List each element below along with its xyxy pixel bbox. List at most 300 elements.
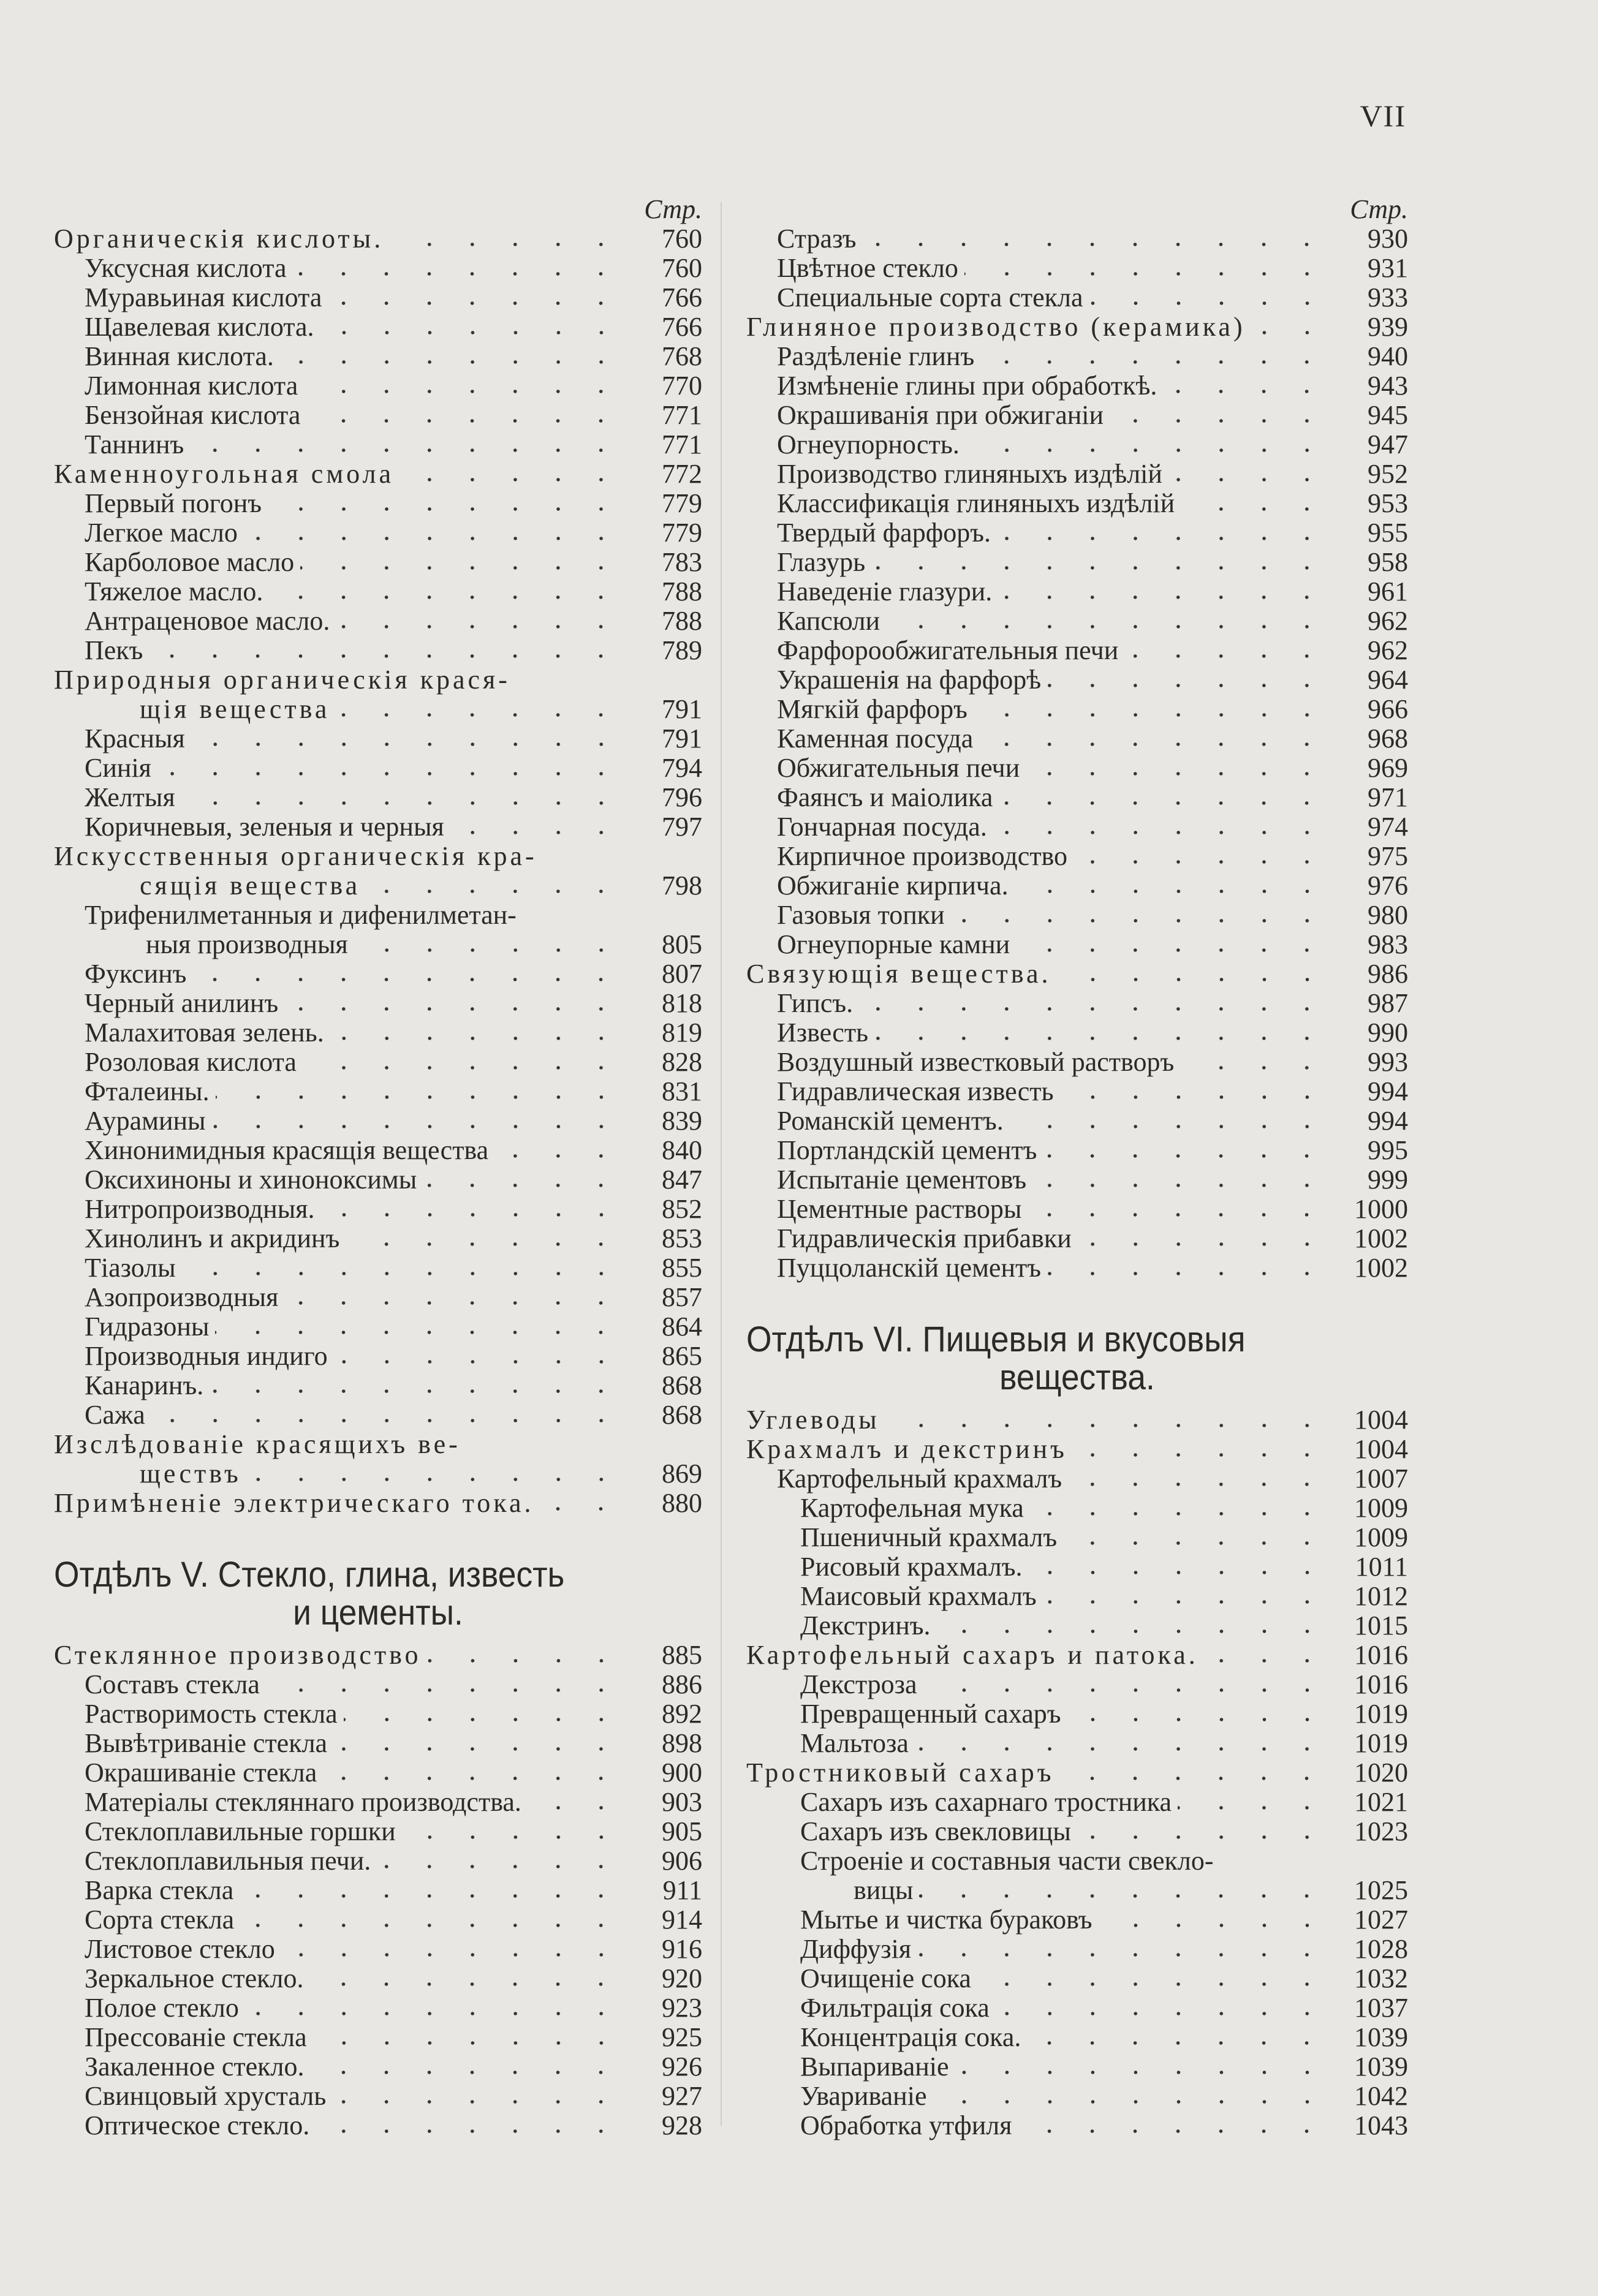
toc-entry-title: Мягкій фарфоръ	[777, 695, 968, 724]
dot-leader	[306, 418, 623, 424]
toc-entry-title: Сорта стекла	[85, 1905, 235, 1935]
toc-entry-page: 1043	[1354, 2110, 1408, 2140]
dot-leader	[1030, 1511, 1328, 1517]
dot-leader	[303, 1065, 623, 1071]
toc-entry-page: 928	[662, 2110, 702, 2140]
toc-entry-title: Синія	[85, 753, 151, 783]
toc-entry-page: 990	[1368, 1018, 1408, 1048]
toc-entry-page: 975	[1368, 841, 1408, 871]
toc-entry	[54, 959, 702, 989]
toc-entry-title: Концентрація сока.	[800, 2023, 1021, 2052]
toc-entry-page: 788	[662, 576, 702, 606]
dot-leader	[212, 1123, 623, 1130]
dot-leader	[1027, 2040, 1328, 2046]
toc-entry-title: Очищеніе сока	[800, 1964, 971, 1993]
toc-entry	[54, 548, 702, 577]
toc-entry-page: 796	[662, 782, 702, 812]
toc-entry-page: 819	[662, 1018, 702, 1048]
toc-entry	[54, 1729, 702, 1758]
toc-entry-page: 961	[1368, 576, 1408, 606]
toc-entry-page: 807	[662, 959, 702, 989]
toc-entry	[54, 1430, 702, 1459]
dot-leader	[494, 1153, 623, 1159]
section-heading-line1: Отдѣлъ VI. Пищевыя и вкусовыя	[746, 1320, 1246, 1359]
toc-entry-page: 794	[662, 753, 702, 783]
dot-leader	[182, 1271, 623, 1277]
toc-entry-title: Сажа	[85, 1400, 145, 1430]
toc-entry	[746, 371, 1408, 401]
dot-leader	[328, 300, 623, 306]
dot-leader	[248, 1476, 623, 1482]
toc-entry	[746, 401, 1408, 430]
toc-entry-page: 1002	[1354, 1223, 1408, 1253]
toc-entry-title: Гидравлическая известь	[777, 1077, 1054, 1106]
toc-entry	[54, 577, 702, 606]
toc-entry	[746, 753, 1408, 783]
dot-leader	[966, 447, 1328, 453]
toc-entry-title: Тіазолы	[85, 1253, 176, 1283]
toc-entry-page: 766	[662, 282, 702, 312]
toc-entry-page: 1007	[1354, 1463, 1408, 1494]
toc-entry-page: 926	[662, 2052, 702, 2082]
dot-leader	[304, 388, 623, 395]
toc-entry-title: Вывѣтриваніе стекла	[85, 1729, 328, 1758]
dot-leader	[1060, 1094, 1328, 1100]
toc-entry-page: 1002	[1354, 1253, 1408, 1283]
dot-leader	[245, 2011, 623, 2017]
toc-entry	[746, 1788, 1408, 1817]
page-number: VII	[1360, 99, 1406, 133]
toc-entry-page: 993	[1368, 1047, 1408, 1077]
dot-leader	[300, 565, 623, 571]
dot-leader	[346, 1241, 623, 1247]
toc-entry	[54, 1400, 702, 1430]
dot-leader	[1028, 1212, 1328, 1218]
toc-entry	[746, 1106, 1408, 1136]
toc-entry	[54, 1905, 702, 1935]
toc-entry-title: Пуццоланскій цементъ	[777, 1253, 1041, 1283]
dot-leader	[316, 2128, 623, 2134]
toc-entry-title: Оптическое стекло.	[85, 2111, 310, 2140]
toc-entry-page: 880	[662, 1488, 702, 1518]
toc-entry-title: Щавелевая кислота.	[85, 312, 314, 342]
toc-entry-title: Раздѣленіе глинъ	[777, 342, 975, 371]
dot-leader	[1018, 2128, 1328, 2134]
toc-entry-page: 969	[1368, 753, 1408, 783]
dot-leader	[886, 624, 1328, 630]
toc-entry-page: 864	[662, 1312, 702, 1342]
dot-leader	[1074, 1452, 1328, 1458]
toc-entry-page: 999	[1368, 1165, 1408, 1195]
toc-entry	[746, 1935, 1408, 1964]
dot-leader	[1010, 1123, 1328, 1130]
toc-entry-page: 1000	[1354, 1194, 1408, 1224]
toc-entry-page: 931	[1368, 253, 1408, 283]
toc-entry	[746, 1611, 1408, 1641]
toc-entry-page: 958	[1368, 547, 1408, 577]
toc-entry-page: 771	[662, 400, 702, 430]
toc-entry-title: Коричневыя, зеленыя и черныя	[85, 812, 444, 842]
dot-leader	[428, 1658, 623, 1664]
toc-entry-page: 1004	[1354, 1405, 1408, 1435]
toc-entry-title: Обжиганіе кирпича.	[777, 871, 1009, 901]
toc-entry-page: 1015	[1354, 1611, 1408, 1641]
dot-leader	[886, 1422, 1328, 1429]
toc-entry	[746, 1846, 1408, 1876]
toc-entry	[54, 1670, 702, 1699]
toc-entry	[746, 1018, 1408, 1048]
dot-leader	[1016, 947, 1328, 953]
toc-entry	[746, 989, 1408, 1018]
toc-entry-page: 797	[662, 812, 702, 842]
toc-entry	[746, 1195, 1408, 1224]
toc-entry-page: 994	[1368, 1106, 1408, 1136]
toc-entry	[746, 1464, 1408, 1494]
toc-entry	[746, 224, 1408, 254]
dot-leader	[977, 1981, 1328, 1987]
toc-entry-page: 791	[662, 723, 702, 753]
dot-leader	[354, 947, 623, 953]
dot-leader	[1047, 682, 1328, 689]
dot-leader	[192, 976, 623, 983]
toc-entry	[54, 489, 702, 518]
toc-entry-page: 955	[1368, 518, 1408, 548]
toc-entry-page: 925	[662, 2022, 702, 2052]
toc-entry	[54, 636, 702, 665]
toc-entry-title: Романскій цементъ.	[777, 1106, 1004, 1136]
toc-entry	[54, 224, 702, 254]
toc-entry	[54, 1817, 702, 1846]
dot-leader	[871, 565, 1328, 571]
toc-entry-page: 855	[662, 1253, 702, 1283]
toc-entry-title: Стразъ	[777, 224, 857, 254]
toc-entry-title: Зеркальное стекло.	[85, 1964, 304, 1993]
toc-entry	[54, 1342, 702, 1371]
toc-entry-page: 847	[662, 1165, 702, 1195]
toc-entry-title: Пекъ	[85, 636, 143, 665]
toc-entry-title: Рисовый крахмалъ.	[800, 1552, 1023, 1582]
toc-entry	[746, 1435, 1408, 1464]
dot-leader	[955, 2069, 1328, 2075]
toc-entry-title: Наведеніе глазури.	[777, 577, 993, 606]
dot-leader	[181, 800, 623, 806]
dot-leader	[323, 1775, 623, 1781]
toc-entry-page: 857	[662, 1282, 702, 1312]
toc-entry-title: Муравьиная кислота	[85, 283, 322, 312]
toc-entry-title: Гидразоны	[85, 1312, 210, 1342]
dot-leader	[1060, 1775, 1328, 1781]
dot-leader	[1032, 1182, 1328, 1188]
toc-entry-title: Картофельный крахмалъ	[777, 1464, 1062, 1494]
toc-entry-title: Украшенія на фарфорѣ	[777, 665, 1042, 695]
toc-entry-page: 983	[1368, 929, 1408, 959]
toc-entry-title: Матеріалы стекляннаго производства.	[85, 1788, 521, 1817]
toc-entry-page: 1021	[1354, 1787, 1408, 1817]
toc-entry	[746, 1253, 1408, 1283]
toc-entry	[746, 2111, 1408, 2140]
toc-entry	[54, 783, 702, 812]
toc-entry-title: Таннинъ	[85, 430, 184, 459]
dot-leader	[1168, 477, 1328, 483]
section-heading	[54, 1518, 702, 1641]
toc-entry-title-cont: вицы	[854, 1876, 914, 1905]
toc-entry	[54, 254, 702, 283]
dot-leader	[1110, 418, 1328, 424]
dot-leader	[915, 1746, 1328, 1752]
toc-entry-title: Обработка утфиля	[800, 2111, 1012, 2140]
toc-entry-title: Нитропроизводныя.	[85, 1195, 315, 1224]
toc-entry-page: 1019	[1354, 1728, 1408, 1758]
toc-entry-title: Измѣненіе глины при обработкѣ.	[777, 371, 1157, 401]
dot-leader	[336, 712, 623, 718]
toc-entry-page: 771	[662, 429, 702, 459]
toc-entry	[746, 1905, 1408, 1935]
toc-entry-title: Стеклоплавильныя печи.	[85, 1846, 371, 1876]
toc-entry-page: 995	[1368, 1135, 1408, 1165]
toc-entry-page: 940	[1368, 341, 1408, 371]
toc-entry	[746, 1964, 1408, 1993]
toc-entry-page: 1019	[1354, 1699, 1408, 1729]
toc-entry	[54, 1312, 702, 1342]
toc-entry-title: Малахитовая зелень.	[85, 1018, 324, 1048]
dot-leader	[310, 2069, 623, 2075]
toc-entry-page: 923	[662, 1993, 702, 2023]
page-column-label: Стр.	[1350, 194, 1408, 224]
toc-entry	[54, 371, 702, 401]
toc-entry	[746, 812, 1408, 842]
toc-entry-title: Строеніе и составныя части свекло-	[800, 1846, 1214, 1876]
dot-leader	[997, 535, 1328, 542]
toc-entry	[54, 1964, 702, 1993]
toc-entry	[54, 283, 702, 312]
toc-list	[54, 1641, 702, 2140]
dot-leader	[1124, 653, 1328, 659]
toc-entry	[746, 1494, 1408, 1523]
toc-entry	[54, 1846, 702, 1876]
toc-entry-page: 779	[662, 488, 702, 518]
toc-entry-title: Бензойная кислота	[85, 401, 301, 430]
toc-entry-title: Оксихиноны и хиноноксимы	[85, 1165, 417, 1195]
dot-leader	[377, 1864, 623, 1870]
toc-entry	[746, 959, 1408, 989]
toc-entry	[54, 518, 702, 548]
dot-leader	[240, 1922, 623, 1928]
toc-entry-title: Фарфорообжигательныя печи	[777, 636, 1119, 665]
toc-entry-title: Кирпичное производство	[777, 842, 1068, 871]
toc-entry-page: 798	[662, 870, 702, 901]
toc-entry	[746, 1136, 1408, 1165]
toc-entry-title: Диффузія	[800, 1935, 912, 1964]
toc-entry-continuation	[746, 1876, 1408, 1905]
toc-entry	[746, 1582, 1408, 1611]
toc-entry-title: Окрашиванія при обжиганіи	[777, 401, 1104, 430]
dot-leader	[344, 1716, 623, 1723]
toc-entry-title: Декстринъ.	[800, 1611, 931, 1641]
toc-entry	[54, 2023, 702, 2052]
toc-entry	[746, 1729, 1408, 1758]
toc-entry-page: 760	[662, 253, 702, 283]
toc-entry-page: 898	[662, 1728, 702, 1758]
toc-entry-title: Фталеины.	[85, 1077, 210, 1106]
dot-leader	[1078, 1241, 1328, 1247]
toc-entry	[54, 1253, 702, 1283]
toc-entry-title: Картофельный сахаръ и патока.	[746, 1641, 1198, 1670]
toc-entry-title: Канаринъ.	[85, 1371, 204, 1400]
dot-leader	[933, 2099, 1329, 2105]
toc-entry-title: Антраценовое масло.	[85, 606, 330, 636]
toc-list	[746, 224, 1408, 1283]
toc-entry-page: 1020	[1354, 1758, 1408, 1788]
dot-leader	[320, 330, 623, 336]
dot-leader	[292, 271, 623, 277]
section-heading-line1: Отдѣлъ V. Стекло, глина, известь	[54, 1555, 565, 1595]
toc-entry	[746, 1523, 1408, 1552]
toc-entry	[54, 312, 702, 342]
toc-entry-page: 1042	[1354, 2081, 1408, 2111]
dot-leader	[1043, 1599, 1328, 1605]
toc-entry-title: Природныя органическія крася-	[54, 665, 510, 695]
dot-leader	[1015, 888, 1328, 894]
dot-leader	[284, 1300, 623, 1306]
toc-entry-title: Свинцовый хрусталь	[85, 2082, 327, 2111]
toc-entry	[746, 1699, 1408, 1729]
toc-entry	[54, 1788, 702, 1817]
toc-entry	[746, 1048, 1408, 1077]
dot-leader	[157, 771, 623, 777]
dot-leader	[974, 712, 1328, 718]
toc-entry-title: Обжигательныя печи	[777, 753, 1020, 783]
toc-entry	[54, 1489, 702, 1518]
toc-entry	[746, 2023, 1408, 2052]
toc-entry-title: Мальтоза	[800, 1729, 909, 1758]
dot-leader	[334, 1359, 623, 1365]
toc-entry	[746, 783, 1408, 812]
toc-entry-page: 1023	[1354, 1816, 1408, 1846]
toc-entry-page: 1025	[1354, 1875, 1408, 1905]
dot-leader	[1047, 1271, 1328, 1277]
toc-entry-title-cont: сящія вещества	[140, 871, 361, 901]
toc-entry-page: 865	[662, 1341, 702, 1371]
toc-entry-page: 853	[662, 1223, 702, 1253]
toc-entry-page: 831	[662, 1076, 702, 1106]
toc-entry	[54, 606, 702, 636]
toc-entry	[746, 1817, 1408, 1846]
toc-entry-title: Цвѣтное стекло	[777, 254, 958, 283]
toc-entry	[54, 724, 702, 753]
toc-entry-title: Огнеупорность.	[777, 430, 960, 459]
toc-entry	[746, 518, 1408, 548]
toc-entry	[746, 1993, 1408, 2023]
dot-leader	[1067, 1716, 1328, 1723]
toc-entry	[746, 2082, 1408, 2111]
toc-entry	[746, 459, 1408, 489]
toc-entry-page: 945	[1368, 400, 1408, 430]
toc-entry	[54, 665, 702, 695]
toc-entry-page: 974	[1368, 812, 1408, 842]
dot-leader	[390, 241, 623, 247]
toc-entry-title: Глиняное производство (керамика)	[746, 312, 1246, 342]
section-heading-line2: и цементы.	[293, 1593, 463, 1633]
toc-entry-title: Лимонная кислота	[85, 371, 298, 401]
toc-entry-title: Фильтрація сока	[800, 1993, 990, 2023]
dot-leader	[244, 535, 623, 542]
toc-entry	[746, 254, 1408, 283]
toc-entry	[746, 1405, 1408, 1435]
toc-entry-page: 892	[662, 1699, 702, 1729]
dot-leader	[309, 1981, 623, 1987]
toc-entry-title: Воздушный известковый растворъ	[777, 1048, 1175, 1077]
toc-entry	[746, 1165, 1408, 1195]
toc-entry-page: 939	[1368, 312, 1408, 342]
toc-entry-page: 962	[1368, 606, 1408, 636]
toc-entry	[746, 1552, 1408, 1582]
toc-entry-page: 1004	[1354, 1434, 1408, 1464]
dot-leader	[423, 1182, 623, 1188]
toc-entry-title: Желтыя	[85, 783, 175, 812]
dot-leader	[980, 359, 1328, 365]
toc-entry	[746, 930, 1408, 959]
dot-leader	[917, 1952, 1328, 1958]
dot-leader	[402, 1834, 623, 1840]
toc-entry-page: 772	[662, 459, 702, 489]
toc-entry	[746, 283, 1408, 312]
dot-leader	[333, 1746, 623, 1752]
toc-entry-page: 1032	[1354, 1963, 1408, 1993]
toc-entry-page: 930	[1368, 224, 1408, 254]
toc-entry-title: Цементные растворы	[777, 1195, 1022, 1224]
dot-leader	[266, 1687, 623, 1693]
toc-entry-title: Связующія вещества.	[746, 959, 1051, 989]
toc-entry-title: Прессованіе стекла	[85, 2023, 307, 2052]
toc-entry-page: 828	[662, 1047, 702, 1077]
toc-entry	[746, 489, 1408, 518]
toc-entry-title: Стеклянное производство	[54, 1641, 422, 1670]
dot-leader	[1163, 388, 1328, 395]
dot-leader	[400, 477, 623, 483]
toc-entry	[54, 1699, 702, 1729]
toc-entry	[54, 1876, 702, 1905]
dot-leader	[923, 1687, 1328, 1693]
toc-entry	[54, 1935, 702, 1964]
toc-entry-title: Карболовое масло	[85, 548, 295, 577]
toc-entry-page: 1009	[1354, 1522, 1408, 1552]
dot-leader	[1077, 1834, 1328, 1840]
dot-leader	[268, 506, 623, 512]
toc-entry-title: Капсюли	[777, 606, 880, 636]
toc-entry-title: Первый погонъ	[85, 489, 262, 518]
dot-leader	[1089, 300, 1329, 306]
toc-entry-page: 805	[662, 929, 702, 959]
toc-entry-page: 1037	[1354, 1993, 1408, 2023]
dot-leader	[1074, 859, 1328, 865]
toc-entry-page: 900	[662, 1758, 702, 1788]
toc-entry-page: 1028	[1354, 1934, 1408, 1964]
toc-entry-page: 911	[662, 1875, 702, 1905]
toc-entry-page: 976	[1368, 870, 1408, 901]
toc-entry-title: Трифенилметанныя и дифенилметан-	[85, 901, 517, 930]
dot-leader	[281, 1952, 623, 1958]
toc-entry-page: 789	[662, 635, 702, 665]
toc-entry-continuation	[54, 871, 702, 901]
toc-entry-page: 766	[662, 312, 702, 342]
toc-entry-page: 783	[662, 547, 702, 577]
toc-entry-page: 994	[1368, 1076, 1408, 1106]
toc-entry-title: Варка стекла	[85, 1876, 234, 1905]
toc-entry-page: 914	[662, 1905, 702, 1935]
toc-entry-title: Мытье и чистка бураковъ	[800, 1905, 1092, 1935]
toc-entry-title: Составъ стекла	[85, 1670, 260, 1699]
dot-leader	[874, 1035, 1328, 1041]
